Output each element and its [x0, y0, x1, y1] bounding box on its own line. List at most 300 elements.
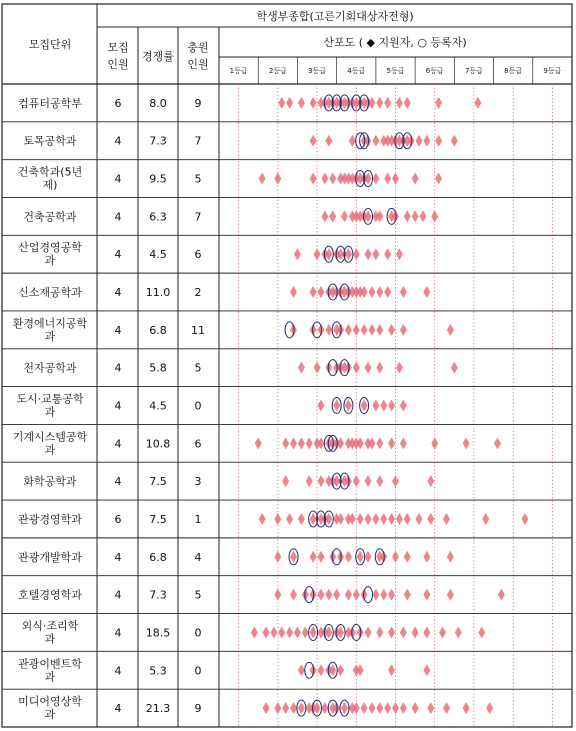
- applicant-point: [282, 475, 289, 487]
- quota-value: 4: [114, 550, 122, 564]
- grade-tick-2: 2등급: [268, 67, 287, 75]
- fill-value: 0: [194, 664, 202, 678]
- applicant-point: [329, 664, 336, 676]
- applicant-point: [365, 551, 372, 563]
- applicant-point: [474, 97, 481, 109]
- applicant-point: [396, 362, 403, 374]
- quota-value: 4: [114, 399, 122, 413]
- applicant-point: [419, 210, 426, 222]
- competition-value: 10.8: [145, 437, 171, 451]
- applicant-point: [423, 551, 430, 563]
- applicant-point: [353, 475, 360, 487]
- applicant-point: [357, 437, 364, 449]
- applicant-point: [274, 513, 281, 525]
- applicant-point: [298, 437, 305, 449]
- applicant-point: [376, 437, 383, 449]
- applicant-point: [314, 248, 321, 260]
- applicant-point: [310, 97, 317, 109]
- dept-name: 건축학과(5년: [17, 165, 83, 179]
- applicant-point: [404, 97, 411, 109]
- applicant-point: [333, 589, 340, 601]
- applicant-point: [259, 513, 266, 525]
- applicant-point: [259, 173, 266, 185]
- applicant-point: [392, 475, 399, 487]
- applicant-point: [337, 248, 344, 260]
- applicant-point: [447, 324, 454, 336]
- applicant-point: [400, 400, 407, 412]
- applicant-point: [286, 626, 293, 638]
- applicant-point: [400, 437, 407, 449]
- applicant-point: [353, 702, 360, 714]
- dept-name: 과: [44, 254, 56, 268]
- dept-name: 토목공학과: [23, 134, 77, 148]
- competition-value: 6.3: [149, 210, 167, 224]
- applicant-point: [294, 248, 301, 260]
- applicant-point: [388, 626, 395, 638]
- table-row: [2, 424, 572, 456]
- applicant-point: [251, 626, 258, 638]
- applicant-point: [416, 513, 423, 525]
- applicant-point: [317, 400, 324, 412]
- applicant-point: [412, 702, 419, 714]
- applicant-point: [447, 589, 454, 601]
- competition-value: 6.8: [149, 550, 167, 564]
- applicant-point: [376, 626, 383, 638]
- applicant-point: [388, 400, 395, 412]
- applicant-point: [321, 702, 328, 714]
- applicant-point: [357, 551, 364, 563]
- applicant-point: [372, 135, 379, 147]
- applicant-point: [463, 702, 470, 714]
- applicant-point: [463, 437, 470, 449]
- applicant-point: [368, 97, 375, 109]
- grade-tick-3: 3등급: [308, 67, 327, 75]
- row-points: [282, 473, 434, 489]
- applicant-point: [274, 589, 281, 601]
- table-row: [2, 235, 572, 267]
- table-row: [2, 538, 572, 565]
- applicant-point: [431, 437, 438, 449]
- applicant-point: [310, 626, 317, 638]
- applicant-point: [337, 437, 344, 449]
- applicant-point: [372, 248, 379, 260]
- competition-value: 7.5: [149, 512, 167, 526]
- applicant-point: [372, 400, 379, 412]
- row-points: [294, 246, 403, 262]
- applicant-point: [345, 400, 352, 412]
- competition-value: 21.3: [145, 702, 171, 716]
- applicant-point: [368, 437, 375, 449]
- applicant-point: [388, 324, 395, 336]
- applicant-point: [404, 589, 411, 601]
- applicant-point: [365, 248, 372, 260]
- fill-value: 7: [194, 210, 202, 224]
- quota-value: 4: [114, 702, 122, 716]
- fill-value: 11: [191, 323, 205, 337]
- applicant-point: [329, 173, 336, 185]
- quota-value: 4: [114, 134, 122, 148]
- table-row: [2, 614, 572, 646]
- dept-name: 관광개발학과: [18, 550, 82, 564]
- applicant-point: [353, 248, 360, 260]
- applicant-point: [396, 513, 403, 525]
- row-points: [259, 511, 529, 527]
- table-row: [2, 576, 572, 603]
- applicant-point: [392, 702, 399, 714]
- row-points: [274, 587, 505, 603]
- applicant-point: [325, 589, 332, 601]
- applicant-point: [290, 286, 297, 298]
- applicant-point: [376, 702, 383, 714]
- quota-value: 4: [114, 588, 122, 602]
- registrant-symbol: ○: [417, 36, 427, 49]
- applicant-point: [368, 702, 375, 714]
- competition-value: 5.3: [149, 664, 167, 678]
- applicant-point: [388, 589, 395, 601]
- dept-name: 건축공학과: [23, 210, 77, 224]
- row-points: [321, 208, 438, 224]
- applicant-point: [396, 248, 403, 260]
- applicant-point: [365, 626, 372, 638]
- applicant-point: [298, 513, 305, 525]
- table-row: [2, 500, 572, 527]
- applicant-point: [321, 210, 328, 222]
- quota-value: 4: [114, 210, 122, 224]
- row-points: [298, 662, 431, 678]
- applicant-point: [317, 475, 324, 487]
- fill-value: 0: [194, 399, 202, 413]
- fill-value: 7: [194, 134, 202, 148]
- rows: [2, 95, 572, 721]
- applicant-point: [376, 286, 383, 298]
- fill-value: 6: [194, 248, 202, 262]
- applicant-point: [325, 626, 332, 638]
- grade-tick-4: 4등급: [347, 67, 366, 75]
- fill-value: 0: [194, 626, 202, 640]
- plot-label-prefix: 산포도 (: [323, 36, 364, 49]
- applicant-point: [337, 626, 344, 638]
- applicant-point: [372, 173, 379, 185]
- applicant-point: [416, 135, 423, 147]
- applicant-point: [435, 97, 442, 109]
- dept-name: 환경에너지공학: [12, 316, 88, 330]
- applicant-point: [286, 97, 293, 109]
- applicant-point: [447, 551, 454, 563]
- header-fill-line1: 충원: [187, 41, 209, 54]
- applicant-point: [376, 97, 383, 109]
- applicant-point: [494, 437, 501, 449]
- applicant-point: [400, 626, 407, 638]
- dept-name: 제): [42, 178, 58, 192]
- applicant-point: [400, 324, 407, 336]
- applicant-point: [498, 589, 505, 601]
- applicant-point: [329, 210, 336, 222]
- applicant-point: [317, 664, 324, 676]
- table-row: [18, 95, 481, 111]
- dept-name: 관광이벤트학: [18, 657, 82, 671]
- header-dept: 모집단위: [28, 38, 72, 51]
- applicant-point: [451, 362, 458, 374]
- fill-value: 1: [194, 512, 202, 526]
- row-points: [255, 435, 501, 451]
- dept-name: 도시·교통공학: [16, 392, 84, 406]
- table-row: [2, 387, 572, 419]
- table-row: [2, 349, 572, 376]
- fill-value: 5: [194, 588, 202, 602]
- applicant-point: [345, 589, 352, 601]
- applicant-point: [380, 589, 387, 601]
- applicant-point: [349, 135, 356, 147]
- applicant-point: [282, 437, 289, 449]
- applicant-point: [286, 513, 293, 525]
- applicant-point: [353, 324, 360, 336]
- applicant-point: [302, 626, 309, 638]
- dept-name: 과: [44, 708, 56, 722]
- competition-value: 8.0: [149, 96, 167, 110]
- applicant-point: [380, 400, 387, 412]
- applicant-point: [384, 248, 391, 260]
- fill-value: 9: [194, 96, 202, 110]
- dept-name: 컴퓨터공학부: [18, 96, 82, 110]
- applicant-point: [423, 286, 430, 298]
- registrant-label: 등록자): [430, 36, 467, 49]
- dept-name: 화학공학과: [23, 475, 77, 489]
- applicant-point: [325, 248, 332, 260]
- applicant-point: [310, 551, 317, 563]
- applicant-point: [333, 475, 340, 487]
- table-row: [2, 273, 572, 300]
- table-row: [2, 160, 572, 192]
- plot-label: [323, 35, 466, 49]
- fill-value: 9: [194, 702, 202, 716]
- competition-value: 5.8: [149, 361, 167, 375]
- row-points: [278, 95, 481, 111]
- applicant-point: [376, 475, 383, 487]
- applicant-point: [388, 437, 395, 449]
- applicant-point: [321, 173, 328, 185]
- applicant-point: [365, 173, 372, 185]
- competition-value: 4.5: [149, 248, 167, 262]
- applicant-point: [368, 286, 375, 298]
- applicant-point: [372, 589, 379, 601]
- applicant-point: [310, 513, 317, 525]
- applicant-point: [361, 400, 368, 412]
- applicant-point: [368, 324, 375, 336]
- row-points: [310, 133, 458, 149]
- applicant-point: [345, 551, 352, 563]
- applicant-point: [361, 286, 368, 298]
- quota-value: 4: [114, 286, 122, 300]
- applicant-point: [298, 664, 305, 676]
- applicant-point: [412, 173, 419, 185]
- competition-value: 7.3: [149, 588, 167, 602]
- quota-value: 4: [114, 475, 122, 489]
- applicant-point: [423, 626, 430, 638]
- row-points: [317, 398, 406, 414]
- applicant-point: [435, 135, 442, 147]
- applicant-point: [290, 551, 297, 563]
- grade-tick-8: 8등급: [504, 67, 523, 75]
- applicant-point: [310, 173, 317, 185]
- row-points: [274, 549, 454, 565]
- quota-value: 6: [114, 512, 122, 526]
- applicant-point: [345, 324, 352, 336]
- grade-tick-6: 6등급: [425, 67, 444, 75]
- grade-tick-5: 5등급: [386, 67, 405, 75]
- competition-value: 6.8: [149, 323, 167, 337]
- quota-value: 4: [114, 361, 122, 375]
- table-row: [2, 651, 572, 683]
- fill-value: 4: [194, 550, 202, 564]
- fill-value: 6: [194, 437, 202, 451]
- applicant-point: [396, 97, 403, 109]
- table-border: [2, 4, 572, 727]
- applicant-point: [270, 626, 277, 638]
- row-points: [251, 624, 485, 640]
- quota-value: 4: [114, 248, 122, 262]
- competition-value: 18.5: [145, 626, 171, 640]
- applicant-point: [357, 513, 364, 525]
- applicant-point: [404, 513, 411, 525]
- applicant-point: [337, 664, 344, 676]
- table-row: [2, 689, 572, 721]
- dept-name: 관광경영학과: [18, 512, 82, 526]
- row-points: [263, 700, 494, 716]
- applicant-point: [365, 475, 372, 487]
- applicant-point: [274, 551, 281, 563]
- chart-title: 학생부종합(고른기회대상자전형): [256, 10, 414, 23]
- competition-value: 11.0: [145, 286, 171, 300]
- applicant-point: [325, 135, 332, 147]
- table-row: [2, 197, 572, 224]
- applicant-point: [400, 702, 407, 714]
- applicant-point: [317, 589, 324, 601]
- header-quota-line2: 인원: [107, 58, 129, 71]
- applicant-point: [404, 210, 411, 222]
- applicant-point: [388, 664, 395, 676]
- applicant-point: [365, 513, 372, 525]
- applicant-point: [290, 589, 297, 601]
- applicant-point: [310, 135, 317, 147]
- applicant-point: [439, 626, 446, 638]
- dept-name: 산업경영공학: [18, 241, 82, 255]
- applicant-point: [290, 702, 297, 714]
- applicant-point: [423, 589, 430, 601]
- applicant-point: [451, 135, 458, 147]
- applicant-point: [376, 362, 383, 374]
- row-points: [298, 360, 458, 376]
- dept-name: 과: [44, 670, 56, 684]
- applicant-point: [278, 97, 285, 109]
- applicant-point: [400, 286, 407, 298]
- applicant-point: [282, 702, 289, 714]
- applicant-point: [443, 702, 450, 714]
- fill-value: 5: [194, 361, 202, 375]
- applicant-label: 지원자,: [378, 36, 414, 49]
- applicant-point: [317, 437, 324, 449]
- header-fill-line2: 인원: [187, 58, 209, 71]
- applicant-point: [404, 551, 411, 563]
- applicant-point: [392, 551, 399, 563]
- grade-tick-9: 9등급: [543, 67, 562, 75]
- competition-value: 7.5: [149, 475, 167, 489]
- applicant-point: [263, 702, 270, 714]
- applicant-point: [443, 513, 450, 525]
- header-quota-line1: 모집: [107, 41, 129, 54]
- dept-name: 외식·조리학: [21, 619, 79, 633]
- dept-name: 호텔경영학과: [18, 588, 82, 602]
- competition-value: 4.5: [149, 399, 167, 413]
- applicant-point: [365, 210, 372, 222]
- applicant-point: [435, 173, 442, 185]
- table-row: [2, 311, 572, 343]
- applicant-point: [345, 248, 352, 260]
- applicant-point: [317, 286, 324, 298]
- applicant-point: [478, 626, 485, 638]
- applicant-point: [521, 513, 528, 525]
- applicant-point: [412, 210, 419, 222]
- row-points: [259, 171, 443, 187]
- applicant-point: [274, 173, 281, 185]
- quota-value: 6: [114, 96, 122, 110]
- fill-value: 5: [194, 172, 202, 186]
- applicant-point: [388, 513, 395, 525]
- applicant-point: [482, 513, 489, 525]
- quota-value: 4: [114, 172, 122, 186]
- quota-value: 4: [114, 626, 122, 640]
- row-points: [285, 322, 454, 338]
- dept-name: 과: [44, 632, 56, 646]
- dept-name: 기계시스템공학: [12, 430, 88, 444]
- applicant-point: [361, 702, 368, 714]
- applicant-point: [341, 702, 348, 714]
- applicant-point: [423, 664, 430, 676]
- applicant-point: [361, 324, 368, 336]
- dept-name: 신소재공학과: [18, 286, 82, 300]
- applicant-point: [255, 437, 262, 449]
- dept-name: 과: [44, 405, 56, 419]
- applicant-point: [353, 589, 360, 601]
- applicant-point: [380, 513, 387, 525]
- applicant-point: [294, 626, 301, 638]
- table-row: [2, 122, 572, 149]
- applicant-point: [353, 362, 360, 374]
- table-row: [2, 462, 572, 489]
- competition-value: 7.3: [149, 134, 167, 148]
- applicant-point: [341, 210, 348, 222]
- applicant-point: [423, 135, 430, 147]
- applicant-point: [314, 362, 321, 374]
- applicant-point: [427, 513, 434, 525]
- applicant-point: [333, 400, 340, 412]
- dept-name: 과: [44, 329, 56, 343]
- applicant-point: [427, 702, 434, 714]
- applicant-point: [306, 437, 313, 449]
- quota-value: 4: [114, 323, 122, 337]
- applicant-point: [376, 210, 383, 222]
- grade-axis: [230, 57, 562, 727]
- dept-name: 과: [44, 443, 56, 457]
- applicant-point: [349, 513, 356, 525]
- applicant-point: [427, 475, 434, 487]
- fill-value: 2: [194, 286, 202, 300]
- applicant-point: [357, 664, 364, 676]
- applicant-point: [412, 626, 419, 638]
- applicant-symbol: ◆: [366, 36, 375, 49]
- applicant-point: [392, 173, 399, 185]
- applicant-point: [372, 513, 379, 525]
- grade-tick-1: 1등급: [229, 67, 248, 75]
